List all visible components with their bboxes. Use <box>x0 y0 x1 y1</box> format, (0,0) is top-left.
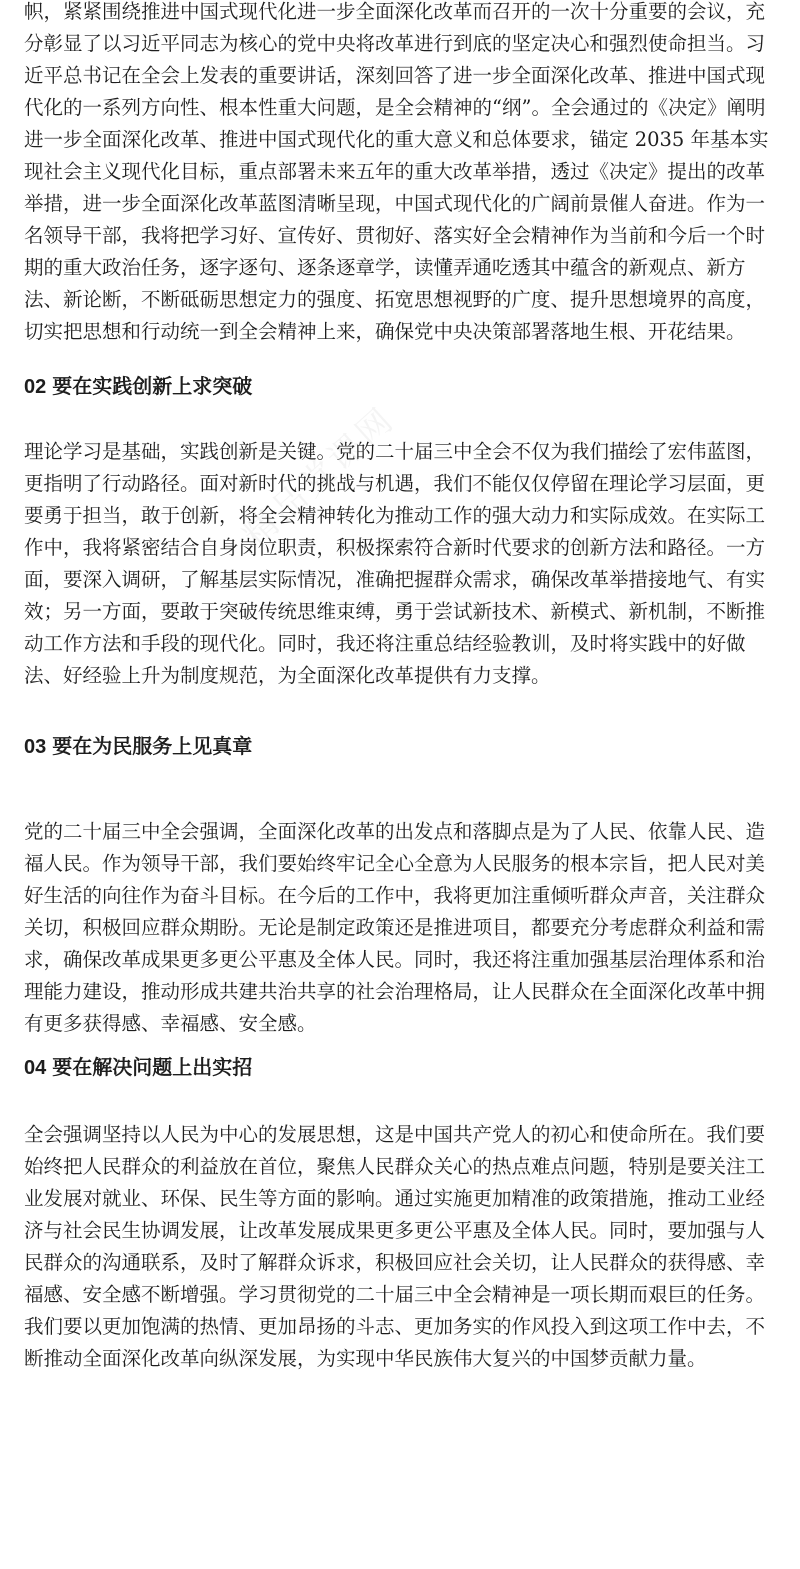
intro-paragraph: 帜，紧紧围绕推进中国式现代化进一步全面深化改革而召开的一次十分重要的会议，充分彰显了以习近平同志为核心的党中央将改革进行到底的坚定决心和强烈使命担当。习近平总书记在全会上发表的重要讲话，深刻回答了进一步全面深化改革、推进中国式现代化的一系列方向性、根本性重大问题，是全会精神的“纲”。全会通过的《决定》阐明进一步全面深化改革、推进中国式现代化的重大意义和总体要求，锚定 2035 年基本实现社会主义现代化目标，重点部署未来五年的重大改革举措，透过《决定》提出的改革举措，进一步全面深化改革蓝图清晰呈现，中国式现代化的广阔前景催人奋进。作为一名领导干部，我将把学习好、宣传好、贯彻好、落实好全会精神作为当前和今后一个时期的重大政治任务，逐字逐句、逐条逐章学，读懂弄通吃透其中蕴含的新观点、新方法、新论断，不断砥砺思想定力的强度、拓宽思想视野的广度、提升思想境界的高度，切实把思想和行动统一到全会精神上来，确保党中央决策部署落地生根、开花结果。 <box>24 0 769 343</box>
section-title: 要在解决问题上出实招 <box>52 1055 253 1079</box>
section-heading-03 <box>24 732 784 761</box>
section-number: 03 <box>24 736 47 758</box>
section-03-paragraph: 党的二十届三中全会强调，全面深化改革的出发点和落脚点是为了人民、依靠人民、造福人民。作为领导干部，我们要始终牢记全心全意为人民服务的根本宗旨，把人民对美好生活的向往作为奋斗目标。在今后的工作中，我将更加注重倾听群众声音，关注群众关切，积极回应群众期盼。无论是制定政策还是推进项目，都要充分考虑群众利益和需求，确保改革成果更多更公平惠及全体人民。同时，我还将注重加强基层治理体系和治理能力建设，推动形成共建共治共享的社会治理格局，让人民群众在全面深化改革中拥有更多获得感、幸福感、安全感。 <box>24 820 766 1035</box>
section-heading-04 <box>24 1053 784 1082</box>
section-heading-02 <box>24 372 784 401</box>
section-number: 02 <box>24 376 47 398</box>
section-02-paragraph: 理论学习是基础，实践创新是关键。党的二十届三中全会不仅为我们描绘了宏伟蓝图，更指明了行动路径。面对新时代的挑战与机遇，我们不能仅仅停留在理论学习层面，更要勇于担当，敢于创新，将全会精神转化为推动工作的强大动力和实际成效。在实际工作中，我将紧密结合自身岗位职责，积极探索符合新时代要求的创新方法和路径。一方面，要深入调研，了解基层实际情况，准确把握群众需求，确保改革举措接地气、有实效；另一方面，要敢于突破传统思维束缚，勇于尝试新技术、新模式、新机制，不断推动工作方法和手段的现代化。同时，我还将注重总结经验教训，及时将实践中的好做法、好经验上升为制度规范，为全面深化改革提供有力支撑。 <box>24 440 766 687</box>
section-number: 04 <box>24 1057 47 1079</box>
section-title: 要在实践创新上求突破 <box>52 374 253 398</box>
section-04-paragraph: 全会强调坚持以人民为中心的发展思想，这是中国共产党人的初心和使命所在。我们要始终把人民群众的利益放在首位，聚焦人民群众关心的热点难点问题，特别是要关注工业发展对就业、环保、民生等方面的影响。通过实施更加精准的政策措施，推动工业经济与社会民生协调发展，让改革发展成果更多更公平惠及全体人民。同时，要加强与人民群众的沟通联系，及时了解群众诉求，积极回应社会关切，让人民群众的获得感、幸福感、安全感不断增强。学习贯彻党的二十届三中全会精神是一项长期而艰巨的任务。我们要以更加饱满的热情、更加昂扬的斗志、更加务实的作风投入到这项工作中去，不断推动全面深化改革向纵深发展，为实现中华民族伟大复兴的中国梦贡献力量。 <box>24 1123 766 1370</box>
section-title: 要在为民服务上见真章 <box>52 734 253 758</box>
watermark: 精品党课网 <box>235 398 404 556</box>
